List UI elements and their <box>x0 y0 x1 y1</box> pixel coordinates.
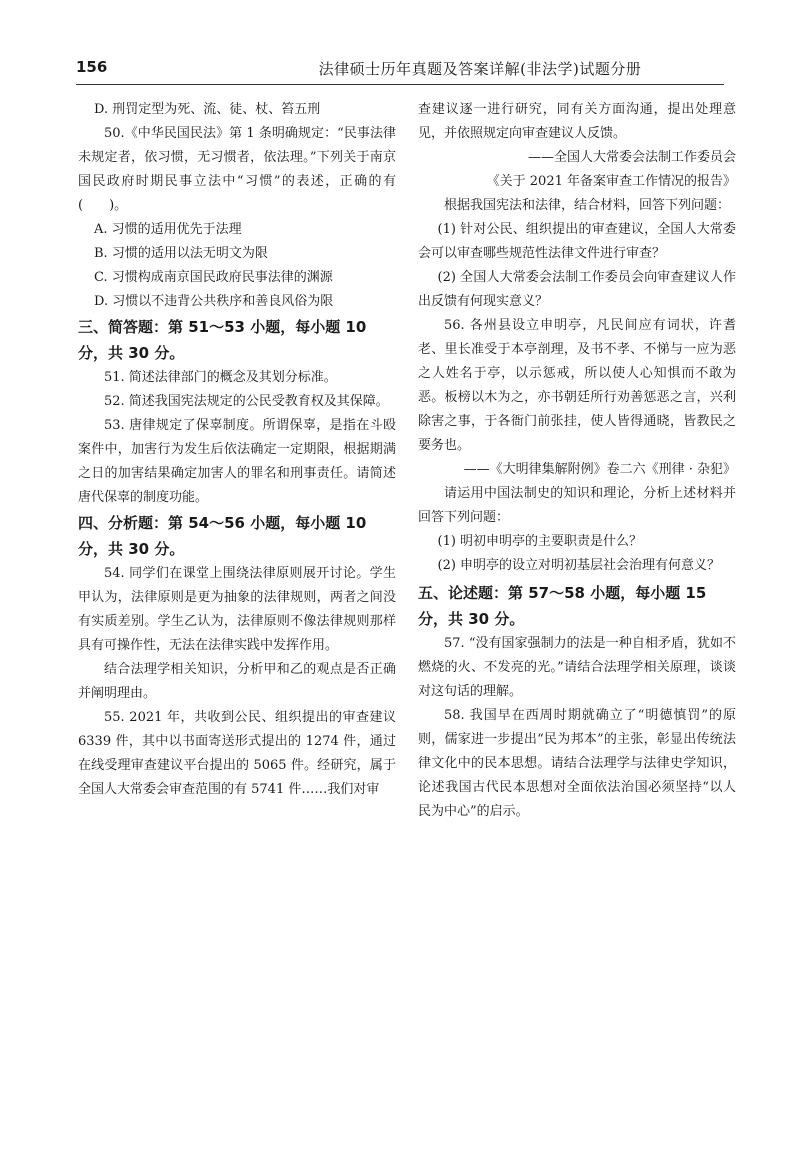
q55-instruction: 根据我国宪法和法律，结合材料，回答下列问题： <box>444 198 731 213</box>
q50-option-b: B. 习惯的适用以法无明文为限 <box>94 246 268 261</box>
q56-source: ——《大明律集解附例》卷二六《刑律 · 杂犯》 <box>463 462 736 477</box>
q49-option-d: D. 刑罚定型为死、流、徒、杖、笞五刑 <box>94 102 321 117</box>
q56-instruction: 请运用中国法制史的知识和理论，分析上述材料并回答下列问题： <box>418 486 736 525</box>
q56-subquestion-2: (2) 申明亭的设立对明初基层社会治理有何意义？ <box>437 558 721 573</box>
q58: 58. 我国早在西周时期就确立了“明德慎罚”的原则，儒家进一步提出“民为邦本”的主张，彰显出传统法律文化中的民本思想。请结合法理学与法律史学知识，论述我国古代民本思想对全面依法治国必须坚持“以人民为中心”的启示。 <box>418 708 736 819</box>
header-rule <box>76 84 724 85</box>
q53: 53. 唐律规定了保辜制度。所谓保辜，是指在斗殴案件中，加害行为发生后依法确定一定期限，根据期满之日的加害结果确定加害人的罪名和刑事责任。请简述唐代保辜的制度功能。 <box>78 418 396 505</box>
q54-material: 54. 同学们在课堂上围绕法律原则展开讨论。学生甲认为，法律原则是更为抽象的法律规则，两者之间没有实质差别。学生乙认为，法律原则不像法律规则那样具有可操作性，无法在法律实践中发挥作用。 <box>78 566 396 653</box>
q55-source-title: 《关于 2021 年备案审查工作情况的报告》 <box>486 174 736 189</box>
q56-material: 56. 各州县设立申明亭，凡民间应有词状，许耆老、里长准受于本亭剖理，及书不孝、不悌与一应为恶之人姓名于亭，以示惩戒，所以使人心知惧而不敢为恶。板榜以木为之，亦书朝廷所行劝善惩恶之言，兴利除害之事，于各衙门前张挂，使人皆得通晓，皆教民之要务也。 <box>418 318 736 453</box>
section-5-heading: 五、论述题：第 57～58 小题，每小题 15 分，共 30 分。 <box>418 584 707 628</box>
q55-material-cont: 查建议逐一进行研究，同有关方面沟通，提出处理意见，并依照规定向审查建议人反馈。 <box>418 102 736 141</box>
q55-subquestion-1: (1) 针对公民、组织提出的审查建议，全国人大常委会可以审查哪些规范性法律文件进行审查？ <box>418 222 736 261</box>
q55-source-author: ——全国人大常委会法制工作委员会 <box>527 150 736 165</box>
q50-option-d: D. 习惯以不违背公共秩序和善良风俗为限 <box>94 294 334 309</box>
running-title: 法律硕士历年真题及答案详解(非法学)试题分册 <box>318 60 642 78</box>
q56-subquestion-1: (1) 明初申明亭的主要职责是什么？ <box>437 534 643 549</box>
section-4-heading: 四、分析题：第 54～56 小题，每小题 10 分，共 30 分。 <box>78 514 367 558</box>
q51: 51. 简述法律部门的概念及其划分标准。 <box>104 370 337 385</box>
q52: 52. 简述我国宪法规定的公民受教育权及其保障。 <box>104 394 389 409</box>
q50-option-c: C. 习惯构成南京国民政府民事法律的渊源 <box>94 270 333 285</box>
q50-stem: 50.《中华民国民法》第 1 条明确规定：“民事法律未规定者，依习惯，无习惯者，依法理。”下列关于南京国民政府时期民事立法中“习惯”的表述，正确的有( )。 <box>78 126 396 213</box>
q55-subquestion-2: (2) 全国人大常委会法制工作委员会向审查建议人作出反馈有何现实意义？ <box>418 270 736 309</box>
q57: 57. “没有国家强制力的法是一种自相矛盾，犹如不燃烧的火、不发亮的光。”请结合法理学相关原理，谈谈对这句话的理解。 <box>418 636 736 699</box>
section-3-heading: 三、简答题：第 51～53 小题，每小题 10 分，共 30 分。 <box>78 318 367 362</box>
left-column <box>78 98 396 802</box>
right-column <box>418 98 736 824</box>
q50-option-a: A. 习惯的适用优先于法理 <box>94 222 242 237</box>
q54-question: 结合法理学相关知识，分析甲和乙的观点是否正确并阐明理由。 <box>78 662 396 701</box>
q55-material: 55. 2021 年，共收到公民、组织提出的审查建议 6339 件，其中以书面寄送形式提出的 1274 件，通过在线受理审查建议平台提出的 5065 件。经研究，属于全国人大常委会审查范围的有 5741 件……我们对审 <box>78 710 396 797</box>
page-number: 156 <box>76 58 108 76</box>
